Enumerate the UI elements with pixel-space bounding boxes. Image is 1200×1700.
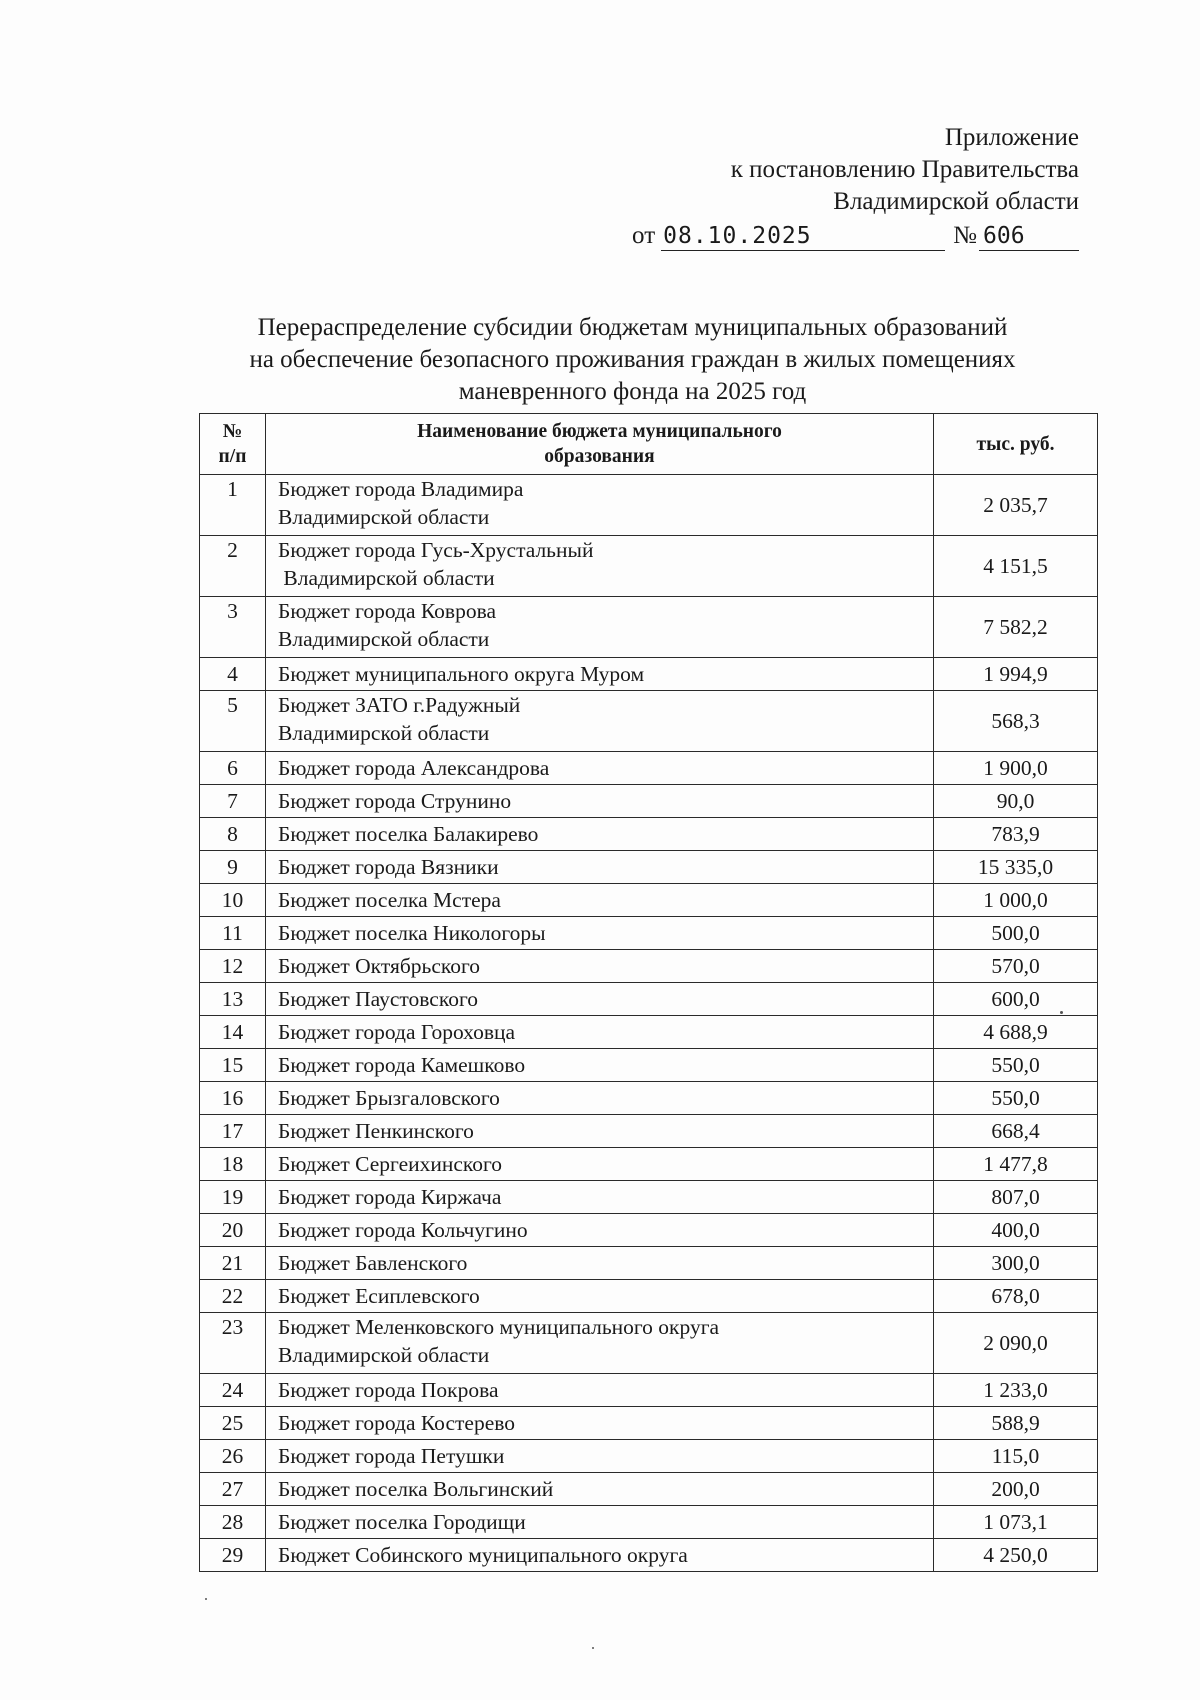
- row-amount: 1 900,0: [934, 752, 1098, 785]
- row-amount: 4 688,9: [934, 1016, 1098, 1049]
- table-row: [200, 597, 1098, 658]
- row-number: 6: [200, 752, 266, 785]
- table-row: [200, 983, 1098, 1016]
- row-amount: 783,9: [934, 818, 1098, 851]
- row-budget-name: [266, 1181, 934, 1214]
- scan-speck: [205, 1598, 207, 1600]
- table-row: [200, 1214, 1098, 1247]
- row-amount: 1 000,0: [934, 884, 1098, 917]
- row-budget-name: [266, 1082, 934, 1115]
- row-number: 4: [200, 658, 266, 691]
- approval-block: [519, 122, 1079, 252]
- table-row: [200, 1082, 1098, 1115]
- row-budget-name: [266, 1280, 934, 1313]
- table-row: [200, 1506, 1098, 1539]
- row-number: 5: [200, 691, 266, 752]
- row-number: 28: [200, 1506, 266, 1539]
- row-number: 21: [200, 1247, 266, 1280]
- header-name-line-1: Наименование бюджета муниципального: [417, 421, 782, 442]
- row-amount: 1 073,1: [934, 1506, 1098, 1539]
- budget-name-line-1: Бюджет Паустовского: [278, 987, 478, 1011]
- header-value: тыс. руб.: [934, 414, 1098, 475]
- budget-name-line-1: Бюджет Октябрьского: [278, 954, 481, 978]
- scan-speck: [1060, 1011, 1063, 1014]
- budget-name-line-1: Бюджет муниципального округа Муром: [278, 662, 645, 686]
- row-budget-name: [266, 1440, 934, 1473]
- row-budget-name: [266, 1506, 934, 1539]
- budget-name-line-1: Бюджет города Гусь-Хрустальный: [278, 538, 594, 562]
- row-number: 10: [200, 884, 266, 917]
- title-line-3: маневренного фонда на 2025 год: [458, 378, 807, 405]
- row-number: 20: [200, 1214, 266, 1247]
- budget-name-line-1: Бюджет города Кольчугино: [278, 1218, 528, 1242]
- row-budget-name: [266, 1049, 934, 1082]
- table-row: [200, 536, 1098, 597]
- row-number: 24: [200, 1374, 266, 1407]
- table-row: [200, 475, 1098, 536]
- row-budget-name: [266, 818, 934, 851]
- row-amount: 1 233,0: [934, 1374, 1098, 1407]
- table-row: [200, 950, 1098, 983]
- row-number: 9: [200, 851, 266, 884]
- subsidy-table: [199, 413, 1098, 1572]
- budget-name-line-2: Владимирской области: [278, 627, 490, 651]
- row-budget-name: [266, 1539, 934, 1572]
- row-amount: 4 151,5: [934, 536, 1098, 597]
- budget-name-line-1: Бюджет города Камешково: [278, 1053, 526, 1077]
- row-budget-name: [266, 691, 934, 752]
- budget-name-line-1: Бюджет Собинского муниципального округа: [278, 1543, 688, 1567]
- row-budget-name: [266, 597, 934, 658]
- table-row: [200, 1280, 1098, 1313]
- row-budget-name: [266, 1247, 934, 1280]
- row-number: 1: [200, 475, 266, 536]
- row-number: 7: [200, 785, 266, 818]
- table-row: [200, 752, 1098, 785]
- table-header-row: [200, 414, 1098, 475]
- number-prefix: №: [953, 222, 977, 249]
- row-number: 29: [200, 1539, 266, 1572]
- budget-name-line-1: Бюджет города Киржача: [278, 1185, 502, 1209]
- row-number: 11: [200, 917, 266, 950]
- row-number: 26: [200, 1440, 266, 1473]
- budget-name-line-1: Бюджет города Покрова: [278, 1378, 499, 1402]
- row-number: 22: [200, 1280, 266, 1313]
- approval-line-1: Приложение: [944, 124, 1079, 151]
- table-row: [200, 1440, 1098, 1473]
- row-budget-name: [266, 752, 934, 785]
- row-budget-name: [266, 917, 934, 950]
- row-budget-name: [266, 1407, 934, 1440]
- row-amount: 200,0: [934, 1473, 1098, 1506]
- row-budget-name: [266, 1473, 934, 1506]
- row-amount: 90,0: [934, 785, 1098, 818]
- row-budget-name: [266, 1115, 934, 1148]
- row-amount: 115,0: [934, 1440, 1098, 1473]
- row-amount: 678,0: [934, 1280, 1098, 1313]
- table-row: [200, 1049, 1098, 1082]
- table-row: [200, 917, 1098, 950]
- table-body: [200, 475, 1098, 1572]
- budget-name-line-1: Бюджет ЗАТО г.Радужный: [278, 693, 521, 717]
- budget-name-line-1: Бюджет города Владимира: [278, 477, 524, 501]
- row-amount: 550,0: [934, 1049, 1098, 1082]
- row-budget-name: [266, 1374, 934, 1407]
- budget-name-line-1: Бюджет города Струнино: [278, 789, 512, 813]
- row-budget-name: [266, 785, 934, 818]
- row-budget-name: [266, 950, 934, 983]
- row-number: 18: [200, 1148, 266, 1181]
- row-amount: 7 582,2: [934, 597, 1098, 658]
- table-row: [200, 785, 1098, 818]
- budget-name-line-1: Бюджет города Петушки: [278, 1444, 505, 1468]
- document-title: [190, 312, 1075, 408]
- row-budget-name: [266, 475, 934, 536]
- table-row: [200, 1247, 1098, 1280]
- budget-name-line-2: Владимирской области: [278, 505, 490, 529]
- budget-name-line-1: Бюджет Меленковского муниципального округа: [278, 1315, 720, 1339]
- row-number: 8: [200, 818, 266, 851]
- date-prefix: от: [632, 222, 656, 249]
- row-amount: 2 035,7: [934, 475, 1098, 536]
- row-budget-name: [266, 536, 934, 597]
- row-number: 23: [200, 1313, 266, 1374]
- row-amount: 588,9: [934, 1407, 1098, 1440]
- table-row: [200, 1016, 1098, 1049]
- budget-name-line-1: Бюджет города Гороховца: [278, 1020, 516, 1044]
- table-row: [200, 851, 1098, 884]
- row-amount: 668,4: [934, 1115, 1098, 1148]
- table-row: [200, 1313, 1098, 1374]
- row-budget-name: [266, 983, 934, 1016]
- row-budget-name: [266, 851, 934, 884]
- table-row: [200, 1473, 1098, 1506]
- table-row: [200, 1374, 1098, 1407]
- row-number: 13: [200, 983, 266, 1016]
- row-amount: 15 335,0: [934, 851, 1098, 884]
- budget-name-line-2: Владимирской области: [278, 721, 490, 745]
- budget-name-line-1: Бюджет города Костерево: [278, 1411, 515, 1435]
- header-num-line-2: п/п: [218, 446, 247, 467]
- scan-speck: [592, 1647, 594, 1649]
- row-number: 12: [200, 950, 266, 983]
- table-row: [200, 1148, 1098, 1181]
- row-number: 2: [200, 536, 266, 597]
- row-number: 3: [200, 597, 266, 658]
- row-amount: 2 090,0: [934, 1313, 1098, 1374]
- budget-name-line-2: Владимирской области: [278, 1343, 490, 1367]
- budget-name-line-1: Бюджет Бавленского: [278, 1251, 468, 1275]
- row-amount: 1 994,9: [934, 658, 1098, 691]
- budget-name-line-1: Бюджет поселка Никологоры: [278, 921, 546, 945]
- budget-name-line-1: Бюджет города Коврова: [278, 599, 496, 623]
- title-line-2: на обеспечение безопасного проживания граждан в жилых помещениях: [249, 346, 1016, 373]
- table-row: [200, 884, 1098, 917]
- row-amount: 570,0: [934, 950, 1098, 983]
- row-number: 14: [200, 1016, 266, 1049]
- row-budget-name: [266, 1313, 934, 1374]
- approval-line-2: к постановлению Правительства: [730, 156, 1079, 183]
- row-number: 27: [200, 1473, 266, 1506]
- row-number: 25: [200, 1407, 266, 1440]
- header-num: [200, 414, 266, 475]
- row-amount: 300,0: [934, 1247, 1098, 1280]
- title-line-1: Перераспределение субсидии бюджетам муниципальных образований: [257, 314, 1008, 341]
- header-num-line-1: №: [222, 421, 243, 442]
- row-amount: 568,3: [934, 691, 1098, 752]
- row-amount: 4 250,0: [934, 1539, 1098, 1572]
- table-row: [200, 1539, 1098, 1572]
- budget-name-line-1: Бюджет Сергеихинского: [278, 1152, 503, 1176]
- row-number: 19: [200, 1181, 266, 1214]
- header-name: [266, 414, 934, 475]
- row-amount: 500,0: [934, 917, 1098, 950]
- approval-date-line: [519, 220, 1079, 252]
- budget-name-line-1: Бюджет города Вязники: [278, 855, 499, 879]
- table-row: [200, 1115, 1098, 1148]
- row-budget-name: [266, 658, 934, 691]
- budget-name-line-1: Бюджет города Александрова: [278, 756, 550, 780]
- row-amount: 600,0: [934, 983, 1098, 1016]
- row-number: 15: [200, 1049, 266, 1082]
- budget-name-line-1: Бюджет Пенкинского: [278, 1119, 474, 1143]
- row-number: 16: [200, 1082, 266, 1115]
- budget-name-line-1: Бюджет поселка Вольгинский: [278, 1477, 554, 1501]
- table-row: [200, 1181, 1098, 1214]
- row-amount: 807,0: [934, 1181, 1098, 1214]
- table-row: [200, 658, 1098, 691]
- budget-name-line-1: Бюджет поселка Балакирево: [278, 822, 539, 846]
- decree-number: 606: [979, 222, 1079, 251]
- header-name-line-2: образования: [544, 446, 655, 467]
- table-row: [200, 691, 1098, 752]
- row-budget-name: [266, 1214, 934, 1247]
- row-budget-name: [266, 1016, 934, 1049]
- row-number: 17: [200, 1115, 266, 1148]
- budget-name-line-1: Бюджет поселка Мстера: [278, 888, 501, 912]
- row-budget-name: [266, 1148, 934, 1181]
- row-budget-name: [266, 884, 934, 917]
- budget-name-line-1: Бюджет поселка Городищи: [278, 1510, 526, 1534]
- table-row: [200, 1407, 1098, 1440]
- budget-name-line-1: Бюджет Брызгаловского: [278, 1086, 500, 1110]
- decree-date: 08.10.2025: [661, 222, 945, 251]
- budget-name-line-1: Бюджет Есиплевского: [278, 1284, 480, 1308]
- approval-line-3: Владимирской области: [833, 188, 1079, 215]
- row-amount: 550,0: [934, 1082, 1098, 1115]
- budget-name-line-2: Владимирской области: [278, 566, 495, 590]
- table-row: [200, 818, 1098, 851]
- row-amount: 1 477,8: [934, 1148, 1098, 1181]
- row-amount: 400,0: [934, 1214, 1098, 1247]
